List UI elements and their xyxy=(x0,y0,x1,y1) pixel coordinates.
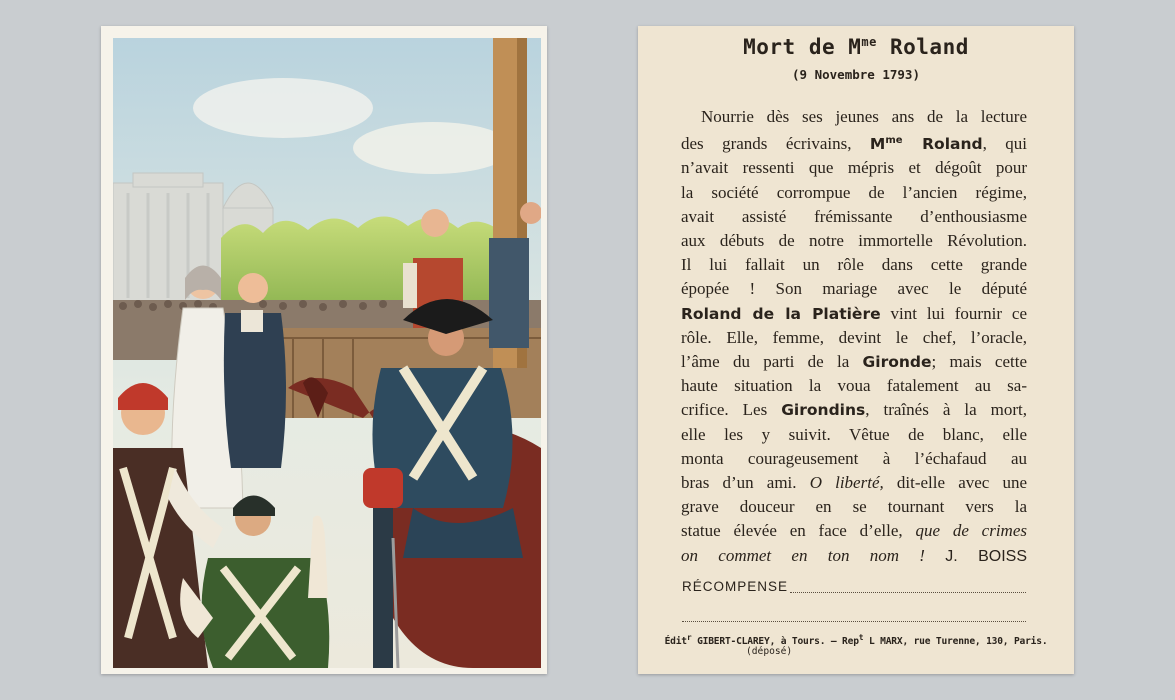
text-line: on commet en ton nom ! J. BOISS xyxy=(681,545,1028,565)
card-date: (9 Novembre 1793) xyxy=(792,67,920,82)
text-line: monta courageusement à l’échafaud au xyxy=(681,448,1027,468)
text-line: épopée ! Son mariage avec le député xyxy=(681,279,1027,299)
text-line: crifice. Les Girondins, traînés à la mort, xyxy=(681,400,1027,420)
second-dotted-line xyxy=(682,621,1026,622)
text-line: rôle. Elle, femme, devint le chef, l’oracle, xyxy=(681,327,1027,347)
text-line: statue élevée en face d’elle, que de crimes xyxy=(681,521,1028,541)
text-line: bras d’un ami. O liberté, dit-elle avec une xyxy=(681,473,1028,493)
text-line: la société corrompue de l’ancien régime, xyxy=(681,182,1027,202)
text-line: avait assisté frémissante d’enthousiasme xyxy=(681,206,1027,226)
text-line: haute situation la voua fatalement au sa- xyxy=(681,376,1027,396)
text-line: l’âme du parti de la Gironde; mais cette xyxy=(681,352,1027,372)
execution-scene-illustration xyxy=(113,38,541,668)
biography-text xyxy=(681,105,1027,569)
author-signature: J. BOISS xyxy=(945,547,1028,565)
text-card-back xyxy=(638,26,1074,674)
text-line: Roland de la Platière vint lui fournir ce xyxy=(681,303,1027,323)
text-line: des grands écrivains, $M^{me}$ Roland, qui xyxy=(681,134,1027,154)
recompense-label: RÉCOMPENSE xyxy=(682,579,789,594)
text-line: elle les y suivit. Vêtue de blanc, elle xyxy=(681,424,1027,444)
card-title: Mort de $M^{me}$ Roland xyxy=(743,35,969,59)
text-line: Nourrie dès ses jeunes ans de la lecture xyxy=(701,107,1027,126)
text-line: grave douceur en se tournant vers la xyxy=(681,497,1027,517)
depose-label: (déposé) xyxy=(746,646,793,657)
recompense-dotted-line xyxy=(790,592,1026,593)
publisher-line: Édit$^r$ GIBERT-CLAREY, à Tours. — Rep$^t$ L MARX, rue Turenne, 130, Paris. xyxy=(664,633,1048,648)
text-line: n’avait ressenti que mépris et dégoût pour xyxy=(681,158,1027,178)
text-line: Il lui fallait un rôle dans cette grande xyxy=(681,255,1027,275)
text-line: aux débuts de notre immortelle Révolution. xyxy=(681,231,1027,251)
illustrated-card-front xyxy=(101,26,547,674)
